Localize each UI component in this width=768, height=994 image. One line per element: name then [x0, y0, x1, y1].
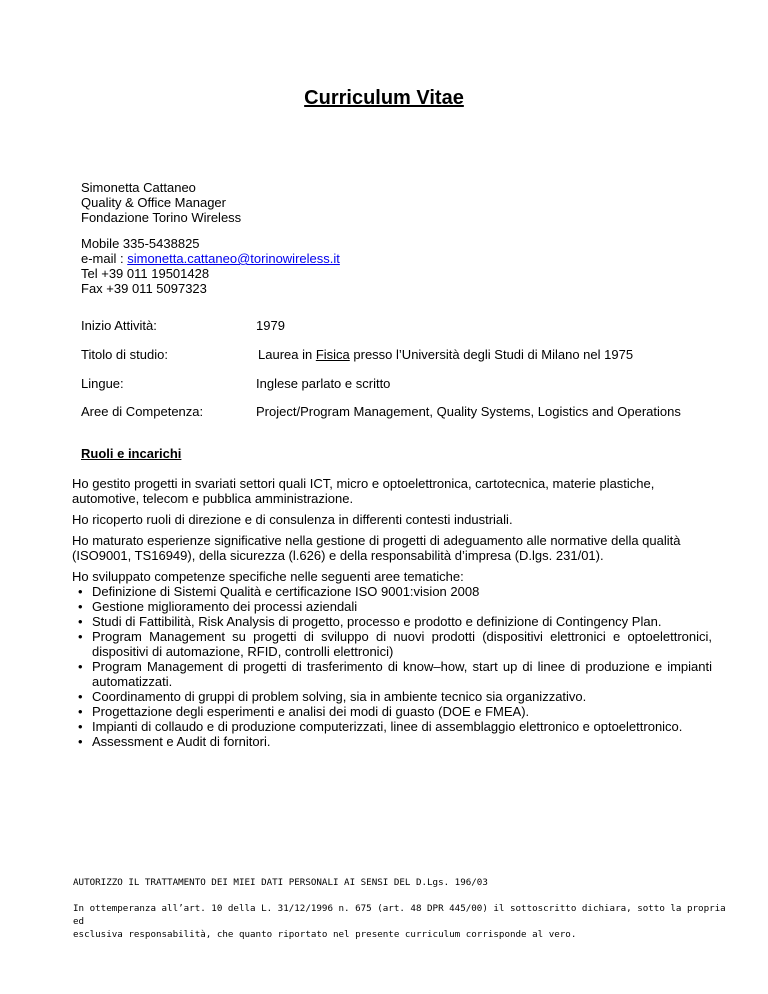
- paragraph-projects: [72, 476, 712, 506]
- list-item-text: Assessment e Audit di fornitori.: [92, 734, 271, 749]
- languages-value: Inglese parlato e scritto: [256, 376, 391, 391]
- skills-list: [72, 584, 712, 749]
- study-label: Titolo di studio:: [81, 347, 168, 362]
- paragraph-line: Ho gestito progetti in svariati settori quali ICT, micro e optoelettronica, cartotecnica, materie plastiche,: [72, 476, 655, 491]
- paragraph-line: Ho maturato esperienze significative nella gestione di progetti di adeguamento alle normative della qualità: [72, 533, 681, 548]
- list-item: [72, 689, 712, 704]
- bullet-icon: •: [78, 689, 83, 704]
- list-item-text: Program Management di progetti di trasferimento di know–how, start up di linee di produzione e impianti automatizzati.: [92, 659, 712, 689]
- section-title: Ruoli e incarichi: [81, 446, 182, 461]
- paragraph-skills-intro: Ho sviluppato competenze specifiche nelle seguenti aree tematiche:: [72, 569, 464, 584]
- contact-email-line: [81, 251, 340, 266]
- paragraph-experience: [72, 533, 712, 563]
- languages-label: Lingue:: [81, 376, 124, 391]
- study-value: [258, 347, 633, 362]
- contact-block: [81, 180, 241, 225]
- email-prefix: e-mail :: [81, 251, 128, 266]
- paragraph-line: automotive, telecom e pubblica amministrazione.: [72, 491, 354, 506]
- list-item-text: Coordinamento di gruppi di problem solving, sia in ambiente tecnico sia organizzativo.: [92, 689, 587, 704]
- list-item: [72, 599, 712, 614]
- list-item-text: Impianti di collaudo e di produzione computerizzati, linee di assemblaggio elettronico e optoelettronico.: [92, 719, 683, 734]
- start-value: 1979: [256, 318, 285, 333]
- study-prefix: Laurea in: [258, 347, 316, 362]
- bullet-icon: •: [78, 734, 83, 749]
- list-item: [72, 629, 712, 659]
- bullet-icon: •: [78, 614, 83, 629]
- list-item: [72, 659, 712, 689]
- email-link[interactable]: simonetta.cattaneo@torinowireless.it: [127, 251, 340, 266]
- list-item: [72, 584, 712, 599]
- contact-name: Simonetta Cattaneo: [81, 180, 196, 195]
- bullet-icon: •: [78, 659, 83, 674]
- contact-details: [81, 236, 340, 296]
- list-item-text: Gestione miglioramento dei processi aziendali: [92, 599, 358, 614]
- start-label: Inizio Attività:: [81, 318, 157, 333]
- study-suffix: presso l’Università degli Studi di Milano nel 1975: [349, 347, 634, 362]
- contact-role: Quality & Office Manager: [81, 195, 226, 210]
- study-subject: Fisica: [315, 347, 350, 362]
- contact-fax: Fax +39 011 5097323: [81, 281, 207, 296]
- declaration-line: In ottemperanza all’art. 10 della L. 31/12/1996 n. 675 (art. 48 DPR 445/00) il sottoscritto dichiara, sotto la propria ed: [73, 903, 726, 927]
- bullet-icon: •: [78, 584, 83, 599]
- privacy-consent: AUTORIZZO IL TRATTAMENTO DEI MIEI DATI PERSONALI AI SENSI DEL D.Lgs. 196/03: [73, 877, 488, 888]
- list-item-text: Progettazione degli esperimenti e analisi dei modi di guasto (DOE e FMEA).: [92, 704, 530, 719]
- contact-org: Fondazione Torino Wireless: [81, 210, 242, 225]
- bullet-icon: •: [78, 704, 83, 719]
- bullet-icon: •: [78, 719, 83, 734]
- list-item-text: Program Management su progetti di sviluppo di nuovi prodotti (dispositivi elettronici e optoelettronici, dispositivi di automazione, RFID, controlli elettronici): [92, 629, 712, 659]
- bullet-icon: •: [78, 599, 83, 614]
- declaration: [73, 902, 733, 941]
- list-item: [72, 704, 712, 719]
- declaration-line: esclusiva responsabilità, che quanto riportato nel presente curriculum corrisponde al vero.: [73, 929, 577, 940]
- list-item-text: Studi di Fattibilità, Risk Analysis di progetto, processo e prodotto e definizione di Contingency Plan.: [92, 614, 662, 629]
- paragraph-line: (ISO9001, TS16949), della sicurezza (l.626) e della responsabilità d’impresa (D.lgs. 231/01).: [72, 548, 604, 563]
- areas-value: Project/Program Management, Quality Systems, Logistics and Operations: [256, 404, 681, 419]
- paragraph-roles: Ho ricoperto ruoli di direzione e di consulenza in differenti contesti industriali.: [72, 512, 513, 527]
- areas-label: Aree di Competenza:: [81, 404, 204, 419]
- list-item: [72, 614, 712, 629]
- bullet-icon: •: [78, 629, 83, 644]
- list-item-text: Definizione di Sistemi Qualità e certificazione ISO 9001:vision 2008: [92, 584, 480, 599]
- list-item: [72, 734, 712, 749]
- document-title: Curriculum Vitae: [304, 87, 464, 109]
- contact-tel: Tel +39 011 19501428: [81, 266, 210, 281]
- contact-mobile: Mobile 335-5438825: [81, 236, 200, 251]
- list-item: [72, 719, 712, 734]
